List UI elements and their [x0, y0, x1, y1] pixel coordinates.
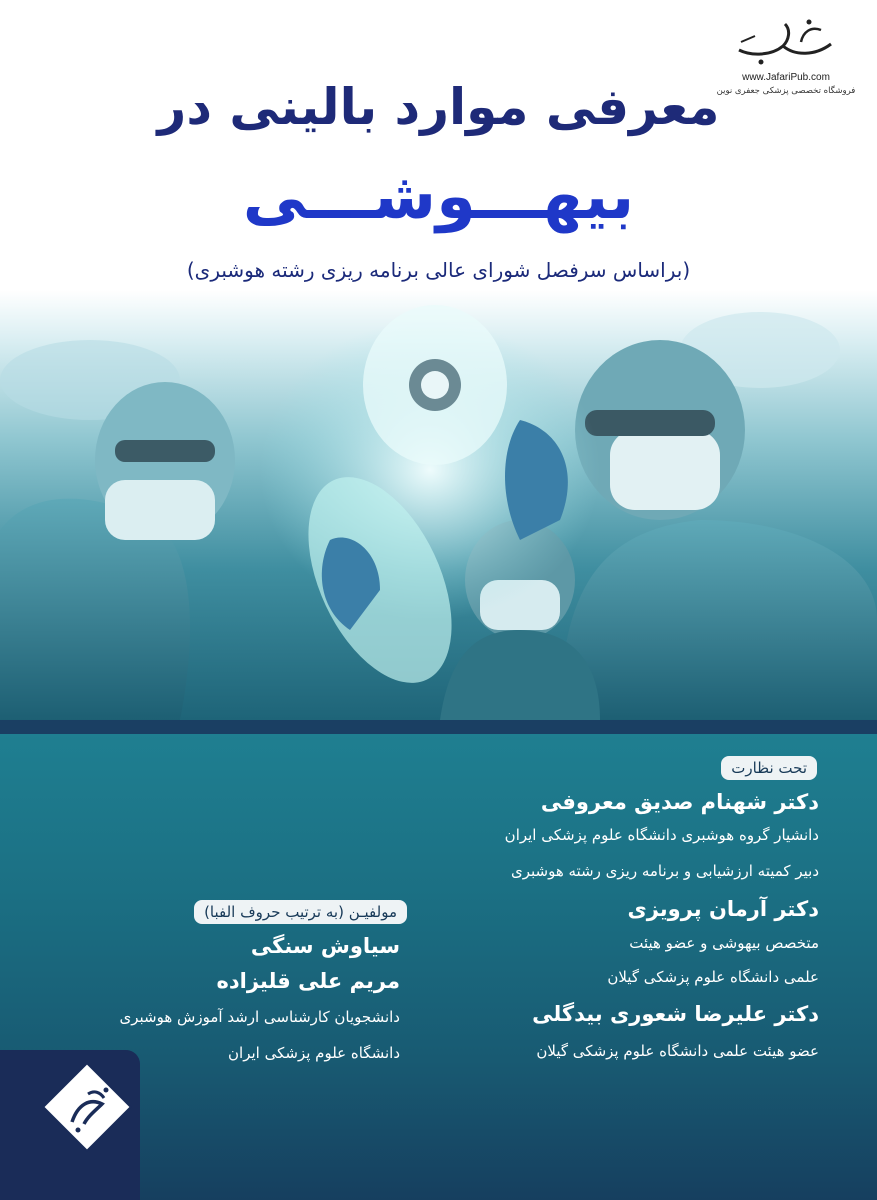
jafari-logo-icon [731, 16, 841, 70]
supervision-label: تحت نظارت [721, 756, 817, 780]
authors-label: مولفیـن (به ترتیب حروف الفبا) [194, 900, 407, 924]
divider-band [0, 720, 877, 734]
supervisor-1-line-1: دانشیار گروه هوشبری دانشگاه علوم پزشکی ایران [504, 826, 819, 844]
supervisor-2-line-2: علمی دانشگاه علوم پزشکی گیلان [607, 968, 819, 986]
title-line-1: معرفی موارد بالینی در [157, 78, 720, 136]
author-name-1: سیاوش سنگی [250, 934, 400, 958]
author-name-2: مریم علی قلیزاده [216, 969, 400, 993]
publisher-url: www.JafariPub.com [742, 72, 830, 83]
title-line-2: بیهـــوشـــی [242, 160, 635, 234]
supervisor-name-1: دکتر شهنام صدیق معروفی [540, 790, 819, 814]
heydari-logo-icon [44, 1064, 134, 1154]
supervisor-1-line-2: دبیر کمیته ارزشیابی و برنامه ریزی رشته هوشبری [510, 862, 819, 880]
authors-line-1: دانشجویان کارشناسی ارشد آموزش هوشبری [119, 1008, 400, 1026]
supervisor-name-3: دکتر علیرضا شعوری بیدگلی [532, 1002, 819, 1026]
cover-photo [0, 290, 877, 720]
supervisor-3-line-1: عضو هیئت علمی دانشگاه علوم پزشکی گیلان [536, 1042, 819, 1060]
supervisor-name-2: دکتر آرمان پرویزی [627, 897, 819, 921]
publisher-tagline: فروشگاه تخصصی پزشکی جعفری نوین [716, 86, 856, 96]
subtitle: (براساس سرفصل شورای عالی برنامه ریزی رشته هوشبری) [186, 258, 691, 282]
supervisor-2-line-1: متخصص بیهوشی و عضو هیئت [629, 934, 819, 952]
authors-line-2: دانشگاه علوم پزشکی ایران [228, 1044, 400, 1062]
surgeons-illustration [0, 290, 877, 720]
